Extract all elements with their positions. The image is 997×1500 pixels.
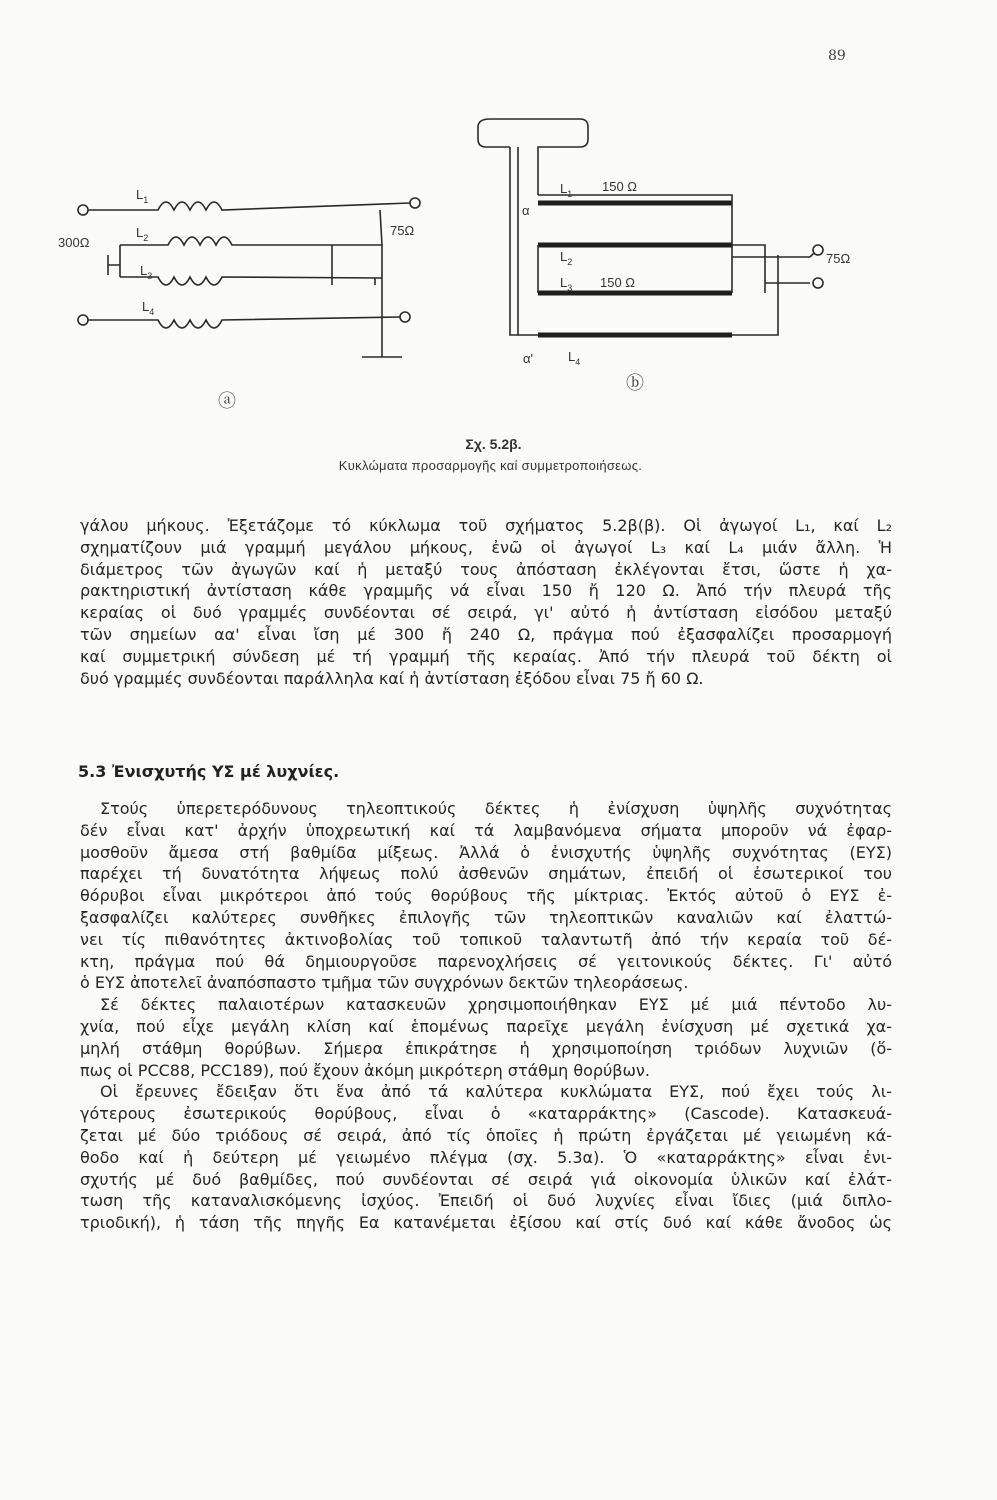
- figure-5-2b: [40, 95, 900, 425]
- label-150-ohm-bottom: 150 Ω: [600, 275, 636, 290]
- text-line: Σέ δέκτες παλαιοτέρων κατασκευῶν χρησιμοποιήθηκαν ΕΥΣ μέ μιά πέντοδο λυ-: [100, 995, 892, 1015]
- coil-l4-icon: [88, 317, 400, 328]
- text-line: δέν εἶναι κατ' ἀρχήν ὑποχρεωτική καί τά λαμβανόμενα σήματα μποροῦν νά ἐφαρ-: [80, 820, 892, 840]
- terminal-icon: [410, 198, 420, 208]
- capacitor-icon: [108, 255, 120, 275]
- wire: [380, 210, 382, 245]
- section-heading: 5.3 Ἐνισχυτής ΥΣ μέ λυχνίες.: [78, 762, 340, 781]
- text-line: θοδο καί ἡ δεύτερη μέ γειωμένο πλέγμα (σχ. 5.3α). Ὁ «καταρράκτης» εἶναι ἐνι-: [80, 1147, 892, 1167]
- text-line: κτη, πράγμα πού θά δημιουργοῦσε παρενοχλήσεις σέ γειτονικούς δέκτες. Γι' αὐτό: [80, 951, 892, 971]
- text-line: μηλή στάθμη θορύβων. Σήμερα ἐπικράτησε ἡ χρησιμοποίηση τριόδων λυχνιῶν (ὅ-: [80, 1038, 892, 1058]
- figure-caption-number: Σχ. 5.2β.: [465, 436, 522, 452]
- text-line: τῶν σημείων αα' εἶναι ἴση μέ 300 ἤ 240 Ω, πράγμα πού ἐξασφαλίζει προσαρμογή: [80, 624, 892, 644]
- text-line: χνία, πού εἶχε μεγάλη κλίση καί ἑπομένως παρεῖχε μεγάλη ἐνίσχυση μέ σχετικά χα-: [80, 1016, 892, 1036]
- text-line: κεραίας οἱ δυό γραμμές συνδέονται σέ σειρά, γι' αὐτό ἡ ἀντίσταση εἰσόδου μεταξύ: [80, 603, 892, 623]
- text-line: Στούς ὑπερετερόδυνους τηλεοπτικούς δέκτες ἡ ἐνίσχυση ὑψηλῆς συχνότητας: [100, 799, 892, 818]
- wire: [810, 253, 814, 257]
- wire: [490, 119, 588, 195]
- text-line: δυό γραμμές συνδέονται παράλληλα καί ἡ ἀντίσταση ἐξόδου εἶναι 75 ἤ 60 Ω.: [80, 668, 704, 688]
- coil-l2-icon: [120, 237, 382, 278]
- text-line: γότερους ἐσωτερικούς θορύβους, εἶναι ὁ «καταρράκτης» (Cascode). Κατασκευά-: [80, 1104, 892, 1124]
- label-300-ohm: 300Ω: [58, 235, 90, 250]
- circuit-a: [58, 187, 420, 411]
- figure-caption-text: Κυκλώματα προσαρμογῆς καί συμμετροποιήσεως.: [338, 458, 643, 473]
- page-number: 89: [828, 48, 846, 64]
- label-l1-right: $L_1$: [560, 181, 573, 199]
- text-line: θόρυβοι εἶναι μικρότεροι ἀπό τούς θορύβους τῆς μίκτριας. Ἐκτός αὐτοῦ ὁ ΕΥΣ ἐ-: [80, 886, 892, 906]
- label-l2-left: $L_2$: [136, 225, 149, 243]
- text-line: μοσθοῦν ἄμεσα στή βαθμίδα μίξεως. Ἀλλά ὁ ἐνισχυτής ὑψηλῆς συχνότητας (ΕΥΣ): [80, 842, 892, 862]
- terminal-icon: [78, 205, 88, 215]
- wire: [332, 245, 375, 285]
- coil-l3-icon: [120, 277, 382, 285]
- text-line: διάμετρος τῶν ἀγωγῶν καί ἡ μεταξύ τους ἀπόσταση ἐκλέγονται ἔτσι, ὥστε ἡ χα-: [80, 559, 892, 579]
- terminal-icon: [78, 315, 88, 325]
- circuit-b: [478, 119, 850, 393]
- text-line: σχηματίζουν μιά γραμμή μεγάλου μήκους, ἐνῶ οἱ ἀγωγοί L₃ καί L₄ μιάν ἄλλη. Ἡ: [80, 537, 892, 557]
- label-150-ohm-top: 150 Ω: [602, 179, 638, 194]
- text-line: τριοδική), ἡ τάση τῆς πηγῆς Eα κατανέμεται ἐξίσου καί στίς δυό καί κάθε ἄνοδος ὡς: [80, 1213, 892, 1233]
- label-l1-left: $L_1$: [136, 187, 149, 205]
- text-line: ρακτηριστική ἀντίσταση κάθε γραμμῆς νά εἶναι 150 ἤ 120 Ω. Ἀπό τήν πλευρά τῆς: [80, 581, 892, 601]
- text-line: ζεται μέ δύο τριόδους σέ σειρά, ἀπό τίς ὁποῖες ἡ πρώτη ἐργάζεται μέ γειωμένη κά-: [80, 1125, 892, 1145]
- text-line: σχυτής μέ δυό βαθμίδες, πού συνδέονται σέ σειρά γιά οἰκονομία ὑλικῶν καί ἐλάτ-: [80, 1169, 892, 1189]
- coil-l1-icon: [88, 202, 410, 210]
- wire: [732, 255, 778, 335]
- text-line: τωση τῆς καταναλισκόμενης ἰσχύος. Ἐπειδή οἱ δυό λυχνίες εἶναι ἴδιες (μιά διπλο-: [80, 1191, 892, 1211]
- text-line: γάλου μήκους. Ἐξετάζομε τό κύκλωμα τοῦ σχήματος 5.2β(β). Οἱ ἀγωγοί L₁, καί L₂: [80, 516, 892, 535]
- label-75-ohm-left: 75Ω: [390, 223, 415, 238]
- antenna-loop-icon: [510, 147, 518, 335]
- label-b: ⓑ: [626, 373, 644, 393]
- text-line: καί συμμετρική σύνδεση μέ τή γραμμή τῆς κεραίας. Ἀπό τήν πλευρά τοῦ δέκτη οἱ: [80, 646, 892, 666]
- label-alpha: α: [522, 203, 530, 218]
- label-75-ohm-right: 75Ω: [826, 251, 851, 266]
- text-line: νει τίς πιθανότητες ἀκτινοβολίας τοῦ τοπικοῦ ταλαντωτῆ ἀπό τήν κεραία τοῦ δέ-: [80, 929, 892, 949]
- wire: [732, 245, 765, 293]
- label-l3-right: $L_3$: [560, 275, 573, 293]
- wire: [478, 119, 510, 147]
- text-line: πως οἱ PCC88, PCC189), πού ἔχουν ἀκόμη μικρότερη στάθμη θορύβων.: [80, 1060, 650, 1080]
- paragraph-block-1: [80, 515, 892, 689]
- paragraph-block-2: [80, 798, 892, 1234]
- label-l2-right: $L_2$: [560, 249, 573, 267]
- label-alpha-prime: α': [523, 351, 533, 366]
- text-line: ξασφαλίζει καλύτερες συνθῆκες ἐπιλογῆς τῶν τηλεοπτικῶν καναλιῶν καί ἐλαττώ-: [80, 907, 892, 927]
- label-l4-left: $L_4$: [142, 299, 155, 317]
- text-line: παρέχει τή δυνατότητα λήψεως πολύ ἀσθενῶν σημάτων, ἐπειδή οἱ ἐσωτερικοί του: [80, 864, 892, 884]
- terminal-icon: [813, 278, 823, 288]
- label-l3-left: $L_3$: [140, 263, 153, 281]
- text-line: ὁ ΕΥΣ ἀποτελεῖ ἀναπόσπαστο τμῆμα τῶν συγχρόνων δεκτῶν τηλεοράσεως.: [80, 973, 689, 993]
- terminal-icon: [400, 312, 410, 322]
- text-line: Οἱ ἔρευνες ἔδειξαν ὅτι ἕνα ἀπό τά καλύτερα κυκλώματα ΕΥΣ, πού ἔχει τούς λι-: [100, 1082, 892, 1102]
- terminal-icon: [813, 245, 823, 255]
- label-a: ⓐ: [218, 391, 236, 411]
- label-l4-right: $L_4$: [568, 349, 581, 367]
